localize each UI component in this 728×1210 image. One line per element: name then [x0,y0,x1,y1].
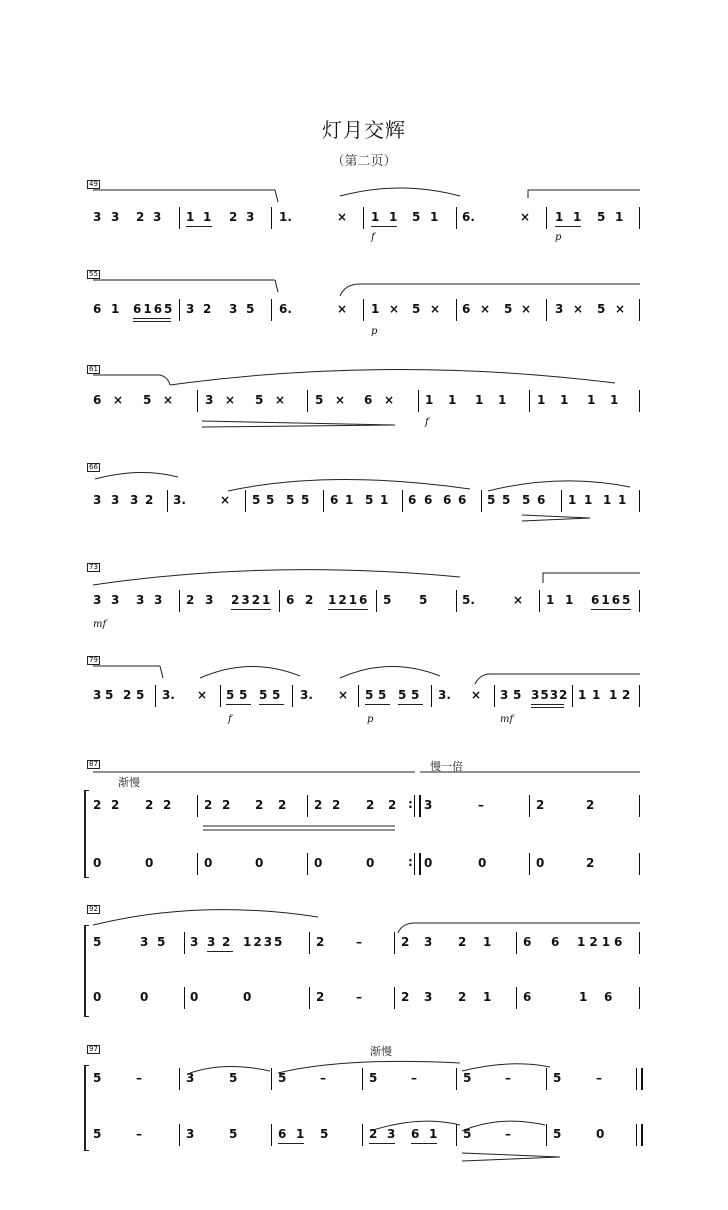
tempo-annotation: 渐慢 [370,1045,392,1058]
dynamic-mark: p [555,232,562,243]
slur-lines [0,760,728,890]
dynamic-mark: mf [93,619,107,630]
tempo-annotation: 渐慢 [118,776,140,789]
measure-number: 73 [89,563,98,571]
measure-number: 66 [89,463,98,471]
measure-number: 61 [89,365,98,373]
dynamic-mark: mf [500,714,514,725]
dynamic-mark: p [367,714,374,725]
dynamic-mark: f [371,232,375,243]
measure-number: 97 [89,1045,98,1053]
dynamic-mark: f [425,417,429,428]
measure-number: 79 [89,656,98,664]
page-title: 灯月交辉 [322,118,406,142]
measure-number: 87 [89,760,98,768]
dynamic-mark: p [371,326,378,337]
slur-lines [0,1045,728,1165]
measure-number: 92 [89,905,98,913]
dynamic-mark: f [228,714,232,725]
page-subtitle: （第二页） [331,154,397,169]
tempo-annotation: 慢一倍 [430,760,463,773]
slur-lines [0,905,728,1025]
measure-number: 55 [89,270,98,278]
measure-number: 49 [89,180,98,188]
